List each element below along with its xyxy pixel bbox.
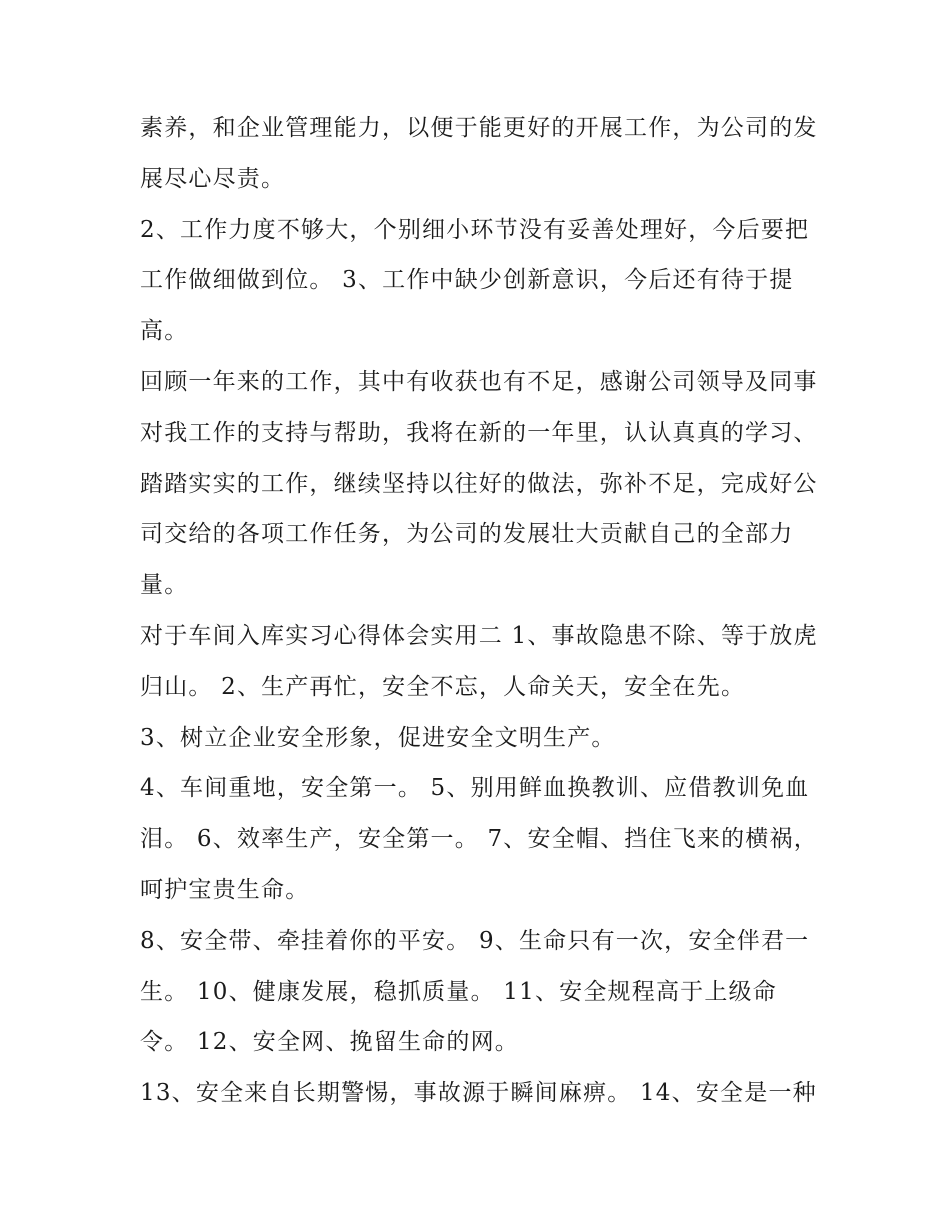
document-body <box>140 103 820 1119</box>
paragraph-3: 回顾一年来的工作，其中有收获也有不足，感谢公司领导及同事对我工作的支持与帮助，我将在新的一年里，认认真真的学习、踏踏实实的工作，继续坚持以往好的做法，弥补不足，完成好公司交给的各项工作任务，为公司的发展壮大贡献自己的全部力量。 <box>140 368 818 599</box>
paragraph-8: 13、安全来自长期警惕，事故源于瞬间麻痹。 14、安全是一种 <box>140 1080 817 1107</box>
paragraph-4: 对于车间入库实习心得体会实用二 1、事故隐患不除、等于放虎归山。 2、生产再忙，安全不忘，人命关天，安全在先。 <box>140 622 818 700</box>
paragraph-7: 8、安全带、牵挂着你的平安。 9、生命只有一次，安全伴君一生。 10、健康发展，稳抓质量。 11、安全规程高于上级命令。 12、安全网、挽留生命的网。 <box>140 927 810 1056</box>
paragraph-5: 3、树立企业安全形象，促进安全文明生产。 <box>140 724 616 751</box>
paragraph-6: 4、车间重地，安全第一。 5、别用鲜血换教训、应借教训免血泪。 6、效率生产，安全第一。 7、安全帽、挡住飞来的横祸，呵护宝贵生命。 <box>140 775 818 903</box>
paragraph-1: 素养，和企业管理能力，以便于能更好的开展工作，为公司的发展尽心尽责。 <box>140 115 818 192</box>
paragraph-2: 2、工作力度不够大，个别细小环节没有妥善处理好，今后要把工作做细做到位。 3、工作中缺少创新意识，今后还有待于提高。 <box>140 216 810 345</box>
